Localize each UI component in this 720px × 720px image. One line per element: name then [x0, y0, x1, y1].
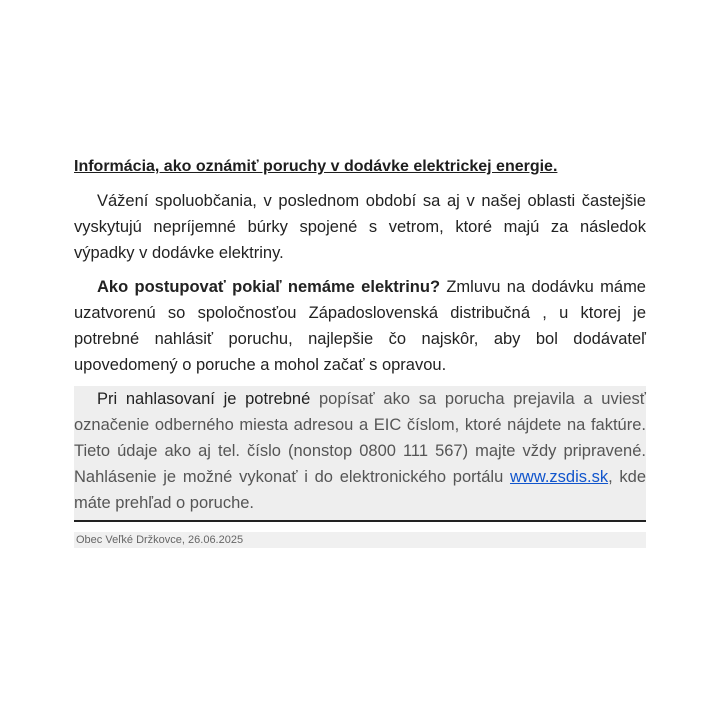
paragraph-intro: Vážení spoluobčania, v poslednom období sa aj v našej oblasti častejšie vyskytujú nepríjemné búrky spojené s vetrom, ktoré majú za následok výpadky v dodávke elektriny.: [74, 192, 646, 262]
document-title: Informácia, ako oznámiť poruchy v dodávke elektrickej energie.: [74, 158, 558, 175]
paragraph-reporting: [74, 386, 646, 520]
paragraph-instructions-text: Zmluvu na dodávku máme uzatvorenú so spoločnosťou Západoslovenská distribučná , u ktorej je potrebné nahlásiť poruchu, najlepšie čo najskôr, aby bol dodávateľ upovedomený o poruche a mohol začať s opravou.: [74, 278, 646, 374]
footer-signature: Obec Veľké Držkovce, 26.06.2025: [74, 532, 646, 548]
paragraph-reporting-text: popísať ako sa porucha prejavila a uviesť označenie odberného miesta adresou a EIC číslom, ktoré nájdete na faktúre. Tieto údaje ako aj tel. číslo (nonstop 0800 111 567) majte vždy pripravené. Nahlásenie je možné vykonať i do elektronického portálu: [74, 390, 646, 486]
paragraph-reporting-lead: Pri nahlasovaní je potrebné: [97, 390, 311, 408]
document: [74, 156, 646, 548]
paragraph-reporting-tail: , kde máte prehľad o poruche.: [74, 468, 646, 512]
paragraph-instructions: [74, 274, 646, 378]
paragraph-instructions-heading: Ako postupovať pokiaľ nemáme elektrinu?: [97, 278, 441, 296]
portal-link[interactable]: www.zsdis.sk: [509, 468, 609, 486]
divider-line: [74, 520, 646, 522]
